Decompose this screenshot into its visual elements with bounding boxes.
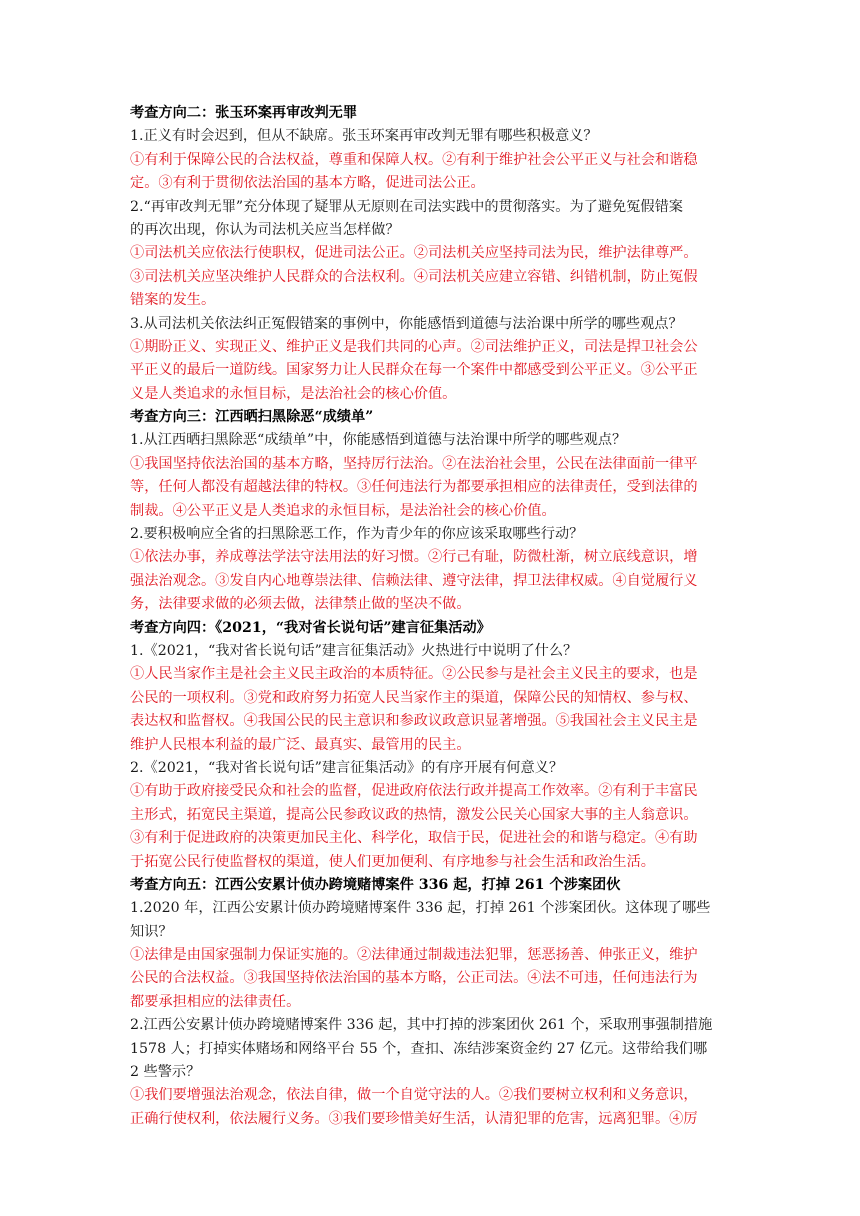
question-text: 2.要积极响应全省的扫黑除恶工作，作为青少年的你应该采取哪些行动？ bbox=[130, 526, 584, 543]
answer-text: 维护人民根本利益的最广泛、最真实、最管用的民主。 bbox=[130, 736, 471, 753]
question-text: 1.2020 年，江西公安累计侦办跨境赌博案件 336 起，打掉 261 个涉案团伙。这体现了哪些 bbox=[130, 900, 711, 917]
answer-text: 等，任何人都没有超越法律的特权。③任何违法行为都要承担相应的法律责任，受到法律的 bbox=[130, 479, 698, 496]
answer-text: 公民的一项权利。③党和政府努力拓宽人民当家作主的渠道，保障公民的知情权、参与权、 bbox=[130, 689, 698, 706]
answer-text: ①有助于政府接受民众和社会的监督，促进政府依法行政并提高工作效率。②有利于丰富民 bbox=[130, 783, 698, 800]
question-text: 1.正义有时会迟到，但从不缺席。张玉环案再审改判无罪有哪些积极意义？ bbox=[130, 128, 598, 145]
answer-text: ③有利于促进政府的决策更加民主化、科学化，取信于民，促进社会的和谐与稳定。④有助 bbox=[130, 830, 698, 847]
section-heading: 考查方向五：江西公安累计侦办跨境赌博案件 336 起，打掉 261 个涉案团伙 bbox=[130, 876, 621, 893]
question-text: 的再次出现，你认为司法机关应当怎样做？ bbox=[130, 221, 400, 238]
answer-text: 平正义的最后一道防线。国家努力让人民群众在每一个案件中都感受到公平正义。③公平正 bbox=[130, 362, 698, 379]
answer-text: ①我国坚持依法治国的基本方略，坚持厉行法治。②在法治社会里，公民在法律面前一律平 bbox=[130, 455, 698, 472]
answer-text: 表达权和监督权。④我国公民的民主意识和参政议政意识显著增强。⑤我国社会主义民主是 bbox=[130, 713, 698, 730]
answer-text: 强法治观念。③发自内心地尊崇法律、信赖法律、遵守法律，捍卫法律权威。④自觉履行义 bbox=[130, 572, 698, 589]
question-text: 1.从江西晒扫黑除恶“成绩单”中，你能感悟到道德与法治课中所学的哪些观点？ bbox=[130, 432, 627, 449]
section-heading: 考查方向四：《2021，“我对省长说句话”建言征集活动》 bbox=[130, 619, 491, 636]
answer-text: ①期盼正义、实现正义、维护正义是我们共同的心声。②司法维护正义，司法是捍卫社会公 bbox=[130, 338, 698, 355]
answer-text: ①司法机关应依法行使职权，促进司法公正。②司法机关应坚持司法为民，维护法律尊严。 bbox=[130, 245, 698, 262]
answer-text: ①有利于保障公民的合法权益，尊重和保障人权。②有利于维护社会公平正义与社会和谐稳 bbox=[130, 151, 698, 168]
answer-text: 制裁。④公平正义是人类追求的永恒目标，是法治社会的核心价值。 bbox=[130, 502, 556, 519]
answer-text: 定。③有利于贯彻依法治国的基本方略，促进司法公正。 bbox=[130, 175, 485, 192]
answer-text: 正确行使权利，依法履行义务。③我们要珍惜美好生活，认清犯罪的危害，远离犯罪。④厉 bbox=[130, 1110, 698, 1127]
answer-text: 错案的发生。 bbox=[130, 292, 216, 309]
answer-text: ③司法机关应坚决维护人民群众的合法权利。④司法机关应建立容错、纠错机制，防止冤假 bbox=[130, 268, 698, 285]
question-text: 2.江西公安累计侦办跨境赌博案件 336 起，其中打掉的涉案团伙 261 个，采取刑事强制措施 bbox=[130, 1017, 713, 1034]
question-text: 1578 人；打掉实体赌场和网络平台 55 个，查扣、冻结涉案资金约 27 亿元。这带给我们哪 bbox=[130, 1040, 708, 1057]
answer-text: 义是人类追求的永恒目标，是法治社会的核心价值。 bbox=[130, 385, 457, 402]
answer-text: 于拓宽公民行使监督权的渠道，使人们更加便利、有序地参与社会生活和政治生活。 bbox=[130, 853, 655, 870]
document-body bbox=[130, 102, 732, 1131]
section-heading: 考查方向二：张玉环案再审改判无罪 bbox=[130, 105, 358, 121]
question-text: 1.《2021，“我对省长说句话”建言征集活动》火热进行中说明了什么？ bbox=[130, 642, 578, 659]
section-heading: 考查方向三：江西晒扫黑除恶“成绩单” bbox=[130, 409, 374, 426]
answer-text: 主形式，拓宽民主渠道，提高公民参政议政的热情，激发公民关心国家大事的主人翁意识。 bbox=[130, 806, 698, 823]
question-text: 知识？ bbox=[130, 923, 173, 940]
answer-text: 务，法律要求做的必须去做，法律禁止做的坚决不做。 bbox=[130, 596, 471, 613]
answer-text: 都要承担相应的法律责任。 bbox=[130, 993, 301, 1010]
answer-text: ①依法办事，养成尊法学法守法用法的好习惯。②行己有耻，防微杜渐，树立底线意识，增 bbox=[130, 549, 698, 566]
answer-text: 公民的合法权益。③我国坚持依法治国的基本方略，公正司法。④法不可违，任何违法行为 bbox=[130, 970, 698, 987]
answer-text: ①人民当家作主是社会主义民主政治的本质特征。②公民参与是社会主义民主的要求，也是 bbox=[130, 666, 698, 683]
question-text: 2.“再审改判无罪”充分体现了疑罪从无原则在司法实践中的贯彻落实。为了避免冤假错案 bbox=[130, 198, 683, 215]
answer-text: ①我们要增强法治观念，依法自律，做一个自觉守法的人。②我们要树立权利和义务意识， bbox=[130, 1087, 698, 1104]
question-text: 2 些警示？ bbox=[130, 1064, 201, 1081]
question-text: 3.从司法机关依法纠正冤假错案的事例中，你能感悟到道德与法治课中所学的哪些观点？ bbox=[130, 315, 683, 332]
answer-text: ①法律是由国家强制力保证实施的。②法律通过制裁违法犯罪，惩恶扬善、伸张正义，维护 bbox=[130, 947, 698, 964]
question-text: 2.《2021，“我对省长说句话”建言征集活动》的有序开展有何意义？ bbox=[130, 759, 564, 776]
